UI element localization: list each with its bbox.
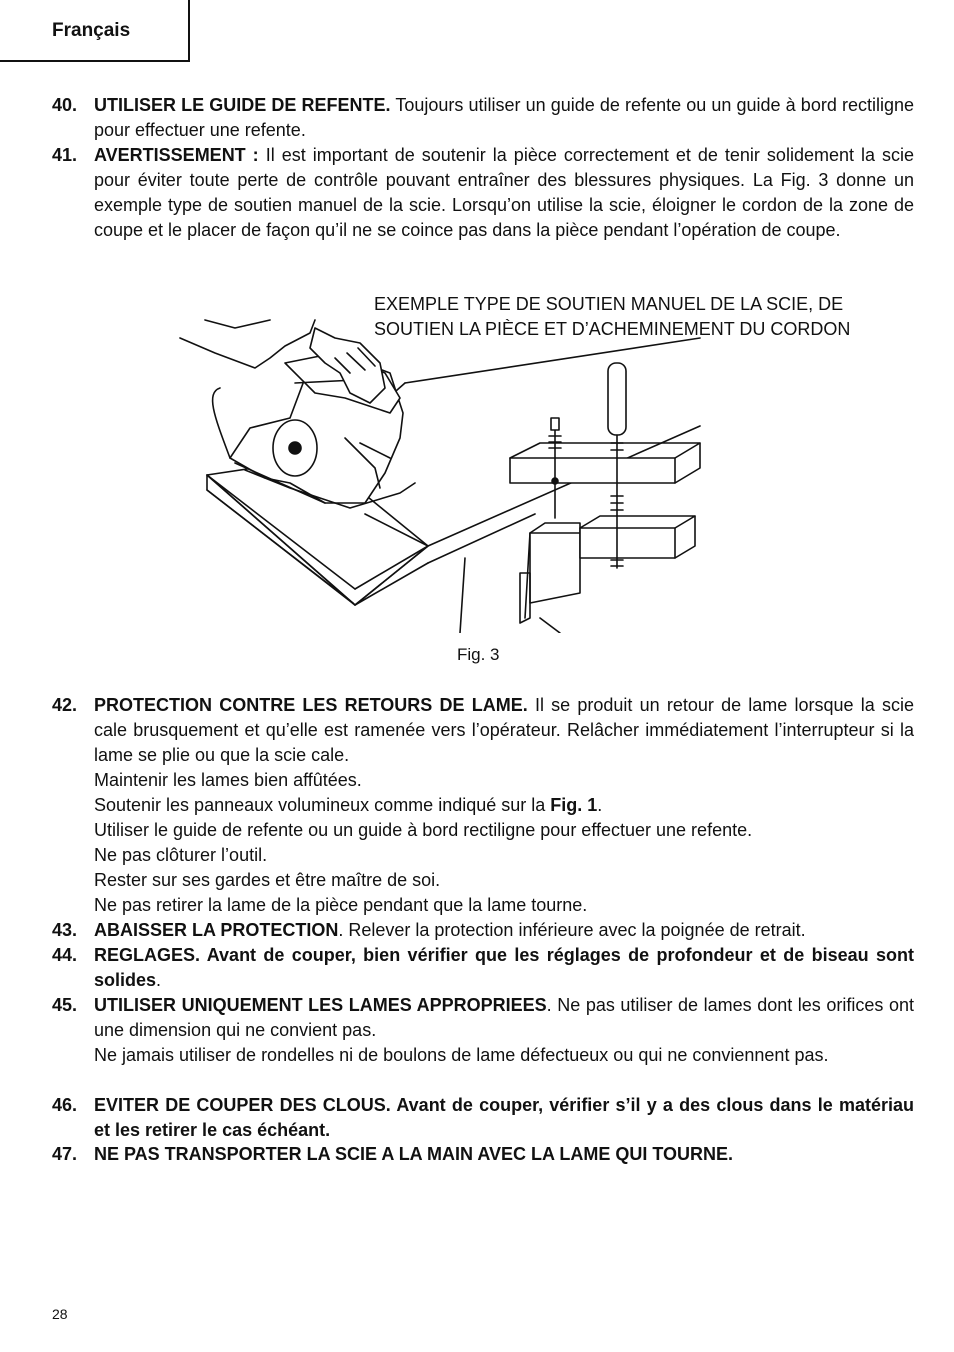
item-heading: UTILISER UNIQUEMENT LES LAMES APPROPRIEES	[94, 995, 547, 1015]
item-heading: NE PAS TRANSPORTER LA SCIE A LA MAIN AVEC LA LAME QUI TOURNE.	[94, 1144, 734, 1164]
item-heading: PROTECTION CONTRE LES RETOURS DE LAME.	[94, 695, 528, 715]
list-item-40	[52, 93, 914, 143]
list-item-45	[52, 993, 914, 1068]
saw-support-illustration	[175, 318, 705, 633]
list-item-47	[52, 1142, 914, 1167]
list-item-44	[52, 943, 914, 993]
item-text: .	[156, 970, 162, 990]
item-number: 46.	[52, 1095, 78, 1115]
item-number: 47.	[52, 1144, 78, 1164]
item-number: 41.	[52, 145, 78, 165]
item-text: Il est important de soutenir la pièce correctement et de tenir solidement la scie pour éviter toute perte de contrôle pouvant entraîner des blessures physiques. La Fig. 3 donne un exemple type de soutien manuel de la scie. Lorsqu’on utilise la scie, éloigner le cordon de la zone de coupe et le placer de façon qu’il ne se coince pas dans la pièce pendant l’opération de coupe.	[94, 145, 914, 240]
item-heading: EVITER DE COUPER DES CLOUS. Avant de couper, vérifier s’il y a des clous dans le matériau et les retirer le cas échéant.	[94, 1095, 914, 1140]
item-line: Ne pas retirer la lame de la pièce pendant que la lame tourne.	[94, 895, 588, 915]
item-line: Maintenir les lames bien affûtées.	[94, 770, 362, 790]
list-item-43	[52, 918, 914, 943]
figure-label: Fig. 3	[457, 645, 500, 664]
language-tab	[0, 0, 190, 62]
item-heading: ABAISSER LA PROTECTION	[94, 920, 339, 940]
item-number: 45.	[52, 995, 78, 1015]
item-number: 42.	[52, 695, 78, 715]
page-number: 28	[52, 1306, 68, 1322]
figure-caption: EXEMPLE TYPE DE SOUTIEN MANUEL DE LA SCIE, DE SOUTIEN LA PIÈCE ET D’ACHEMINEMENT DU CORDON	[374, 294, 851, 339]
item-heading: UTILISER LE GUIDE DE REFENTE.	[94, 95, 391, 115]
item-heading: AVERTISSEMENT :	[94, 145, 259, 165]
list-item-42	[52, 693, 914, 918]
item-text: . Relever la protection inférieure avec la poignée de retrait.	[338, 920, 806, 940]
item-line: Ne jamais utiliser de rondelles ni de boulons de lame défectueux ou qui ne conviennent pas.	[94, 1045, 829, 1065]
item-text: Il se produit un retour de lame lorsque la scie cale brusquement et qu’elle est ramenée vers l’opérateur. Relâcher immédiatement l’interrupteur si la lame se plie ou que la scie cale.	[94, 695, 914, 765]
item-number: 40.	[52, 95, 78, 115]
item-line: Rester sur ses gardes et être maître de soi.	[94, 870, 441, 890]
item-number: 43.	[52, 920, 78, 940]
item-text: Toujours utiliser un guide de refente ou un guide à bord rectiligne pour effectuer une refente.	[94, 95, 914, 140]
list-item-46	[52, 1093, 914, 1143]
item-line: Soutenir les panneaux volumineux comme indiqué sur la Fig. 1.	[94, 795, 603, 815]
item-line: Ne pas clôturer l’outil.	[94, 845, 268, 865]
item-line: Utiliser le guide de refente ou un guide à bord rectiligne pour effectuer une refente.	[94, 820, 753, 840]
list-item-41	[52, 143, 914, 243]
item-heading: REGLAGES. Avant de couper, bien vérifier que les réglages de profondeur et de biseau sont solides	[94, 945, 914, 990]
item-text: . Ne pas utiliser de lames dont les orifices ont une dimension qui ne convient pas.	[94, 995, 914, 1040]
item-number: 44.	[52, 945, 78, 965]
language-label: Français	[52, 20, 131, 41]
